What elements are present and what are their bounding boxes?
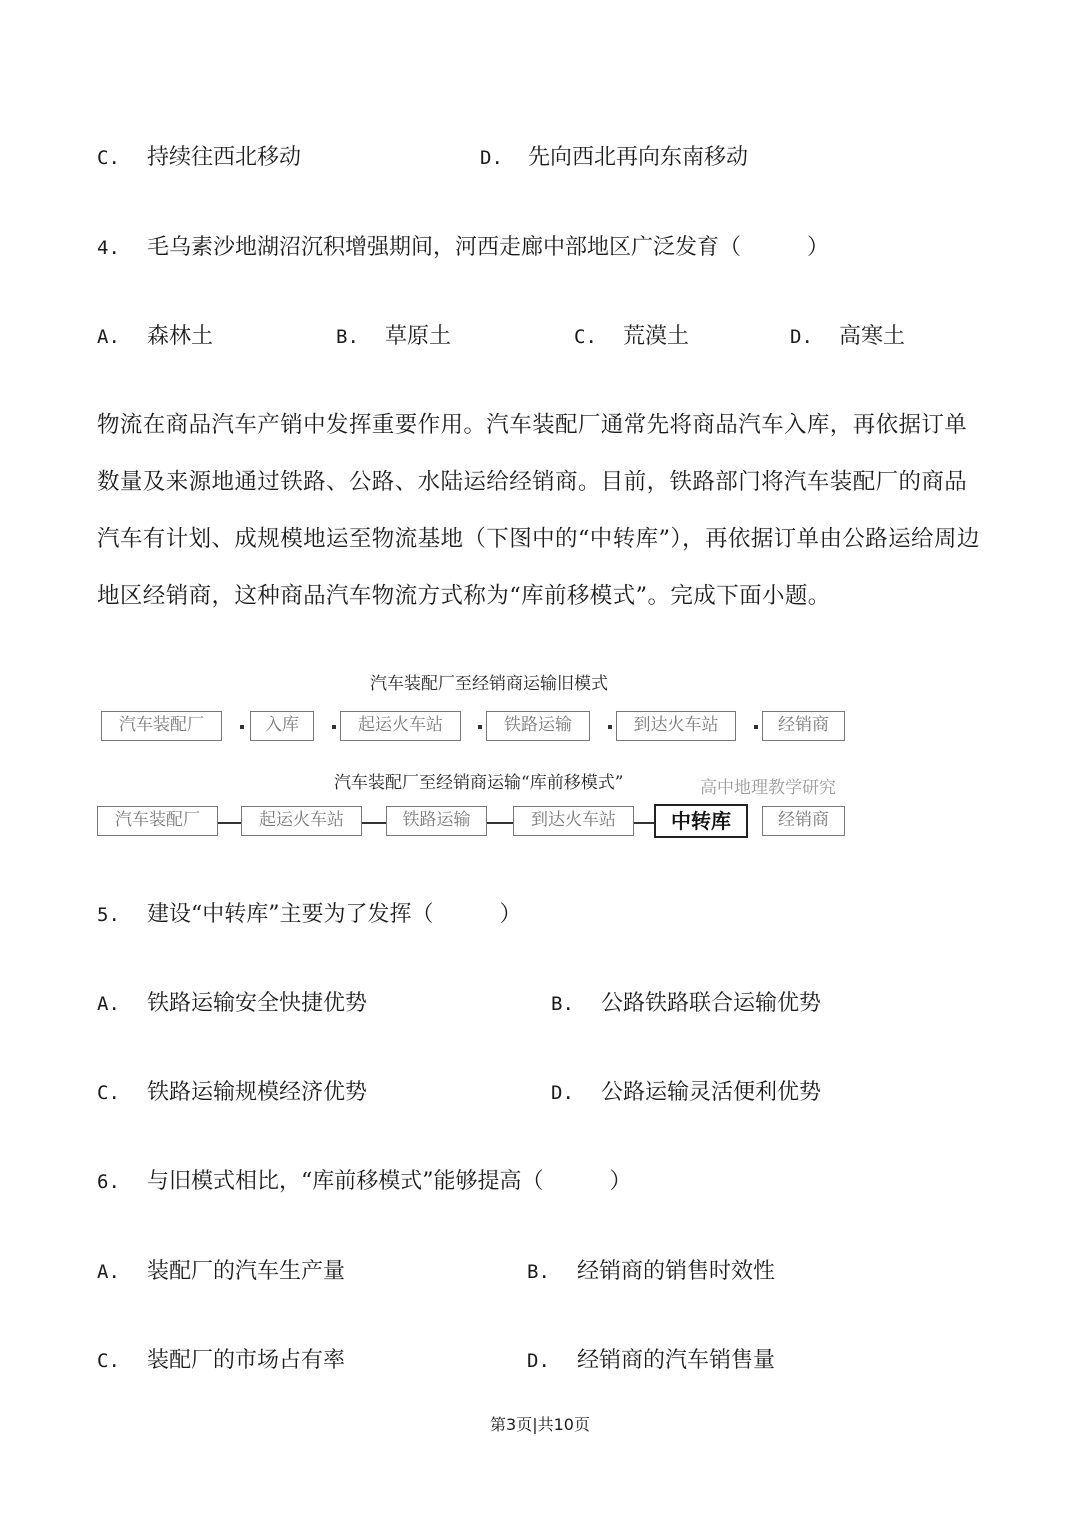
q6-c: 装配厂的市场占有率 bbox=[147, 1348, 346, 1373]
arrow bbox=[487, 822, 513, 824]
q4-c-label: C. bbox=[574, 326, 597, 348]
arrow bbox=[634, 822, 654, 824]
q4-d: 高寒土 bbox=[839, 324, 906, 349]
watermark: 高中地理教学研究 bbox=[700, 778, 836, 798]
new-step: 汽车装配厂 bbox=[97, 806, 218, 836]
new-step: 铁路运输 bbox=[386, 806, 487, 836]
new-step: 到达火车站 bbox=[513, 806, 634, 836]
q6-a-label: A. bbox=[97, 1261, 120, 1283]
q5-number: 5. bbox=[97, 904, 120, 926]
q3-option-d-label: D. bbox=[480, 147, 503, 169]
q3-option-c-label: C. bbox=[97, 147, 120, 169]
new-step-transit-warehouse: 中转库 bbox=[654, 804, 748, 838]
q6-b: 经销商的销售时效性 bbox=[577, 1259, 776, 1284]
q5-c-label: C. bbox=[97, 1082, 120, 1104]
q6-c-label: C. bbox=[97, 1350, 120, 1372]
q4-b-label: B. bbox=[336, 326, 359, 348]
old-step: 经销商 bbox=[762, 711, 845, 741]
new-step: 起运火车站 bbox=[241, 806, 362, 836]
connector bbox=[332, 725, 336, 729]
page-footer: 第3页|共10页 bbox=[490, 1415, 590, 1434]
q6-stem: 与旧模式相比，“库前移模式”能够提高（ ） bbox=[147, 1169, 632, 1194]
q5-b: 公路铁路联合运输优势 bbox=[601, 991, 822, 1016]
q4-c: 荒漠土 bbox=[623, 324, 690, 349]
q3-option-d: 先向西北再向东南移动 bbox=[528, 145, 749, 170]
q4-d-label: D. bbox=[790, 326, 813, 348]
old-step: 起运火车站 bbox=[340, 711, 461, 741]
q5-c: 铁路运输规模经济优势 bbox=[147, 1080, 368, 1105]
new-mode-title: 汽车装配厂至经销商运输“库前移模式” bbox=[334, 773, 624, 793]
q4-a-label: A. bbox=[97, 326, 120, 348]
q3-option-c: 持续往西北移动 bbox=[147, 145, 302, 170]
arrow bbox=[362, 822, 386, 824]
q6-d: 经销商的汽车销售量 bbox=[577, 1348, 776, 1373]
q5-d-label: D. bbox=[551, 1082, 574, 1104]
q5-b-label: B. bbox=[551, 993, 574, 1015]
q6-b-label: B. bbox=[527, 1261, 550, 1283]
new-step: 经销商 bbox=[762, 806, 845, 836]
old-step: 铁路运输 bbox=[486, 711, 590, 741]
q4-b: 草原土 bbox=[385, 324, 452, 349]
old-step: 到达火车站 bbox=[616, 711, 736, 741]
q4-stem: 毛乌素沙地湖沼沉积增强期间，河西走廊中部地区广泛发育（ ） bbox=[147, 235, 830, 260]
q6-d-label: D. bbox=[527, 1350, 550, 1372]
connector bbox=[608, 725, 612, 729]
connector bbox=[478, 725, 482, 729]
q5-stem: 建设“中转库”主要为了发挥（ ） bbox=[147, 902, 522, 927]
q6-number: 6. bbox=[97, 1171, 120, 1193]
q4-number: 4. bbox=[97, 237, 120, 259]
connector bbox=[240, 725, 244, 729]
passage: 物流在商品汽车产销中发挥重要作用。汽车装配厂通常先将商品汽车入库，再依据订单数量及来源地通过铁路、公路、水陆运给经销商。目前，铁路部门将汽车装配厂的商品汽车有计划、成规模地运至物流基地（下图中的“中转库”），再依据订单由公路运给周边地区经销商，这种商品汽车物流方式称为“库前移模式”。完成下面小题。 bbox=[97, 412, 980, 609]
q5-d: 公路运输灵活便利优势 bbox=[601, 1080, 822, 1105]
old-step: 汽车装配厂 bbox=[101, 711, 222, 741]
q6-a: 装配厂的汽车生产量 bbox=[147, 1259, 346, 1284]
q5-a-label: A. bbox=[97, 993, 120, 1015]
q5-a: 铁路运输安全快捷优势 bbox=[147, 991, 368, 1016]
old-step: 入库 bbox=[250, 711, 314, 741]
q4-a: 森林土 bbox=[147, 324, 214, 349]
connector bbox=[754, 725, 758, 729]
old-mode-title: 汽车装配厂至经销商运输旧模式 bbox=[370, 674, 608, 694]
arrow bbox=[218, 822, 241, 824]
